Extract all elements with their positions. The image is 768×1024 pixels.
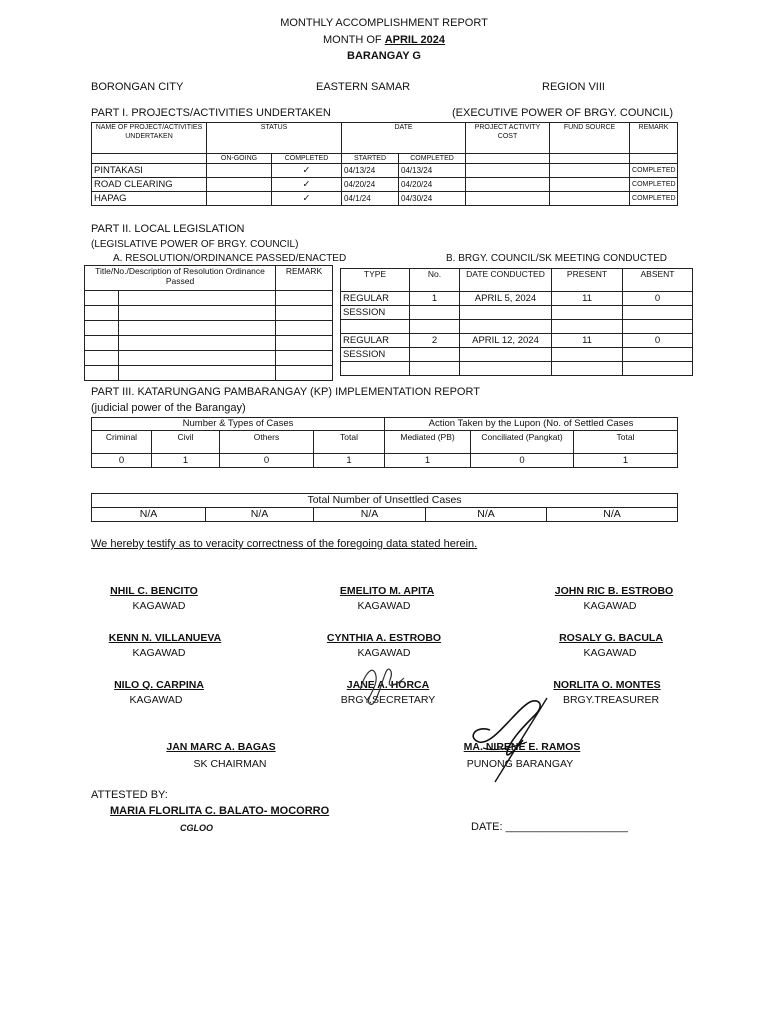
total2-value: 1: [574, 454, 678, 468]
table-row: [341, 334, 693, 348]
criminal-value: 0: [92, 454, 152, 468]
remark-cell: COMPLETED: [630, 178, 678, 192]
meeting-present: 11: [552, 292, 623, 306]
col-date-conducted: DATE CONDUCTED: [460, 269, 552, 292]
signatory-role: KAGAWAD: [357, 647, 411, 659]
table-row: [341, 292, 693, 306]
col-started: STARTED: [342, 154, 399, 164]
col-resolution-remark: REMARK: [276, 266, 333, 291]
col-completed: COMPLETED: [272, 154, 342, 164]
signature-secretary: [352, 660, 412, 710]
meeting-type: REGULAR: [341, 334, 410, 348]
table-row: [92, 192, 678, 206]
col-total2: Total: [574, 431, 678, 454]
table-row: [92, 508, 678, 522]
table-row: [85, 366, 333, 381]
signatory-name: NILO Q. CARPINA: [114, 679, 204, 691]
col-date-completed: COMPLETED: [399, 154, 466, 164]
col-blank: [550, 154, 630, 164]
started-date: 04/20/24: [342, 178, 399, 192]
signatory-name: JOHN RIC B. ESTROBO: [554, 585, 674, 597]
unsettled-value: N/A: [547, 508, 678, 522]
unsettled-value: N/A: [314, 508, 426, 522]
signatory-role: PUNONG BARANGAY: [466, 758, 574, 770]
signatory-role: BRGY.SECRETARY: [340, 694, 436, 706]
meeting-type: SESSION: [341, 306, 410, 320]
project-name: PINTAKASI: [92, 164, 207, 178]
kp-table: [91, 417, 678, 468]
part2-b-label: B. BRGY. COUNCIL/SK MEETING CONDUCTED: [446, 253, 667, 264]
part3-subtitle: (judicial power of the Barangay): [91, 402, 246, 414]
table-row: [341, 348, 693, 362]
ongoing-cell: [207, 178, 272, 192]
col-cost: PROJECT ACTIVITY COST: [466, 123, 550, 154]
meeting-date: APRIL 5, 2024: [460, 292, 552, 306]
lupon-group-header: Action Taken by the Lupon (No. of Settled Cases: [385, 418, 678, 431]
resolutions-table: [84, 265, 333, 381]
completed-date: 04/30/24: [399, 192, 466, 206]
col-present: PRESENT: [552, 269, 623, 292]
cost-cell: [466, 192, 550, 206]
started-date: 04/13/24: [342, 164, 399, 178]
project-name: ROAD CLEARING: [92, 178, 207, 192]
testify-statement: We hereby testify as to veracity correctness of the foregoing data stated herein.: [91, 538, 478, 550]
signatory-role: SK CHAIRMAN: [193, 758, 267, 770]
check-icon: ✓: [272, 192, 342, 206]
project-name: HAPAG: [92, 192, 207, 206]
table-row: [92, 454, 678, 468]
mediated-value: 1: [385, 454, 471, 468]
attested-label: ATTESTED BY:: [91, 789, 168, 801]
fund-cell: [550, 164, 630, 178]
part1-title: PART I. PROJECTS/ACTIVITIES UNDERTAKEN: [91, 107, 331, 119]
col-blank: [630, 154, 678, 164]
col-remark: REMARK: [630, 123, 678, 154]
table-row: [85, 351, 333, 366]
signatory-name: NORLITA O. MONTES: [553, 679, 661, 691]
table-row: [85, 291, 333, 306]
signatory-role: BRGY.TREASURER: [562, 694, 660, 706]
table-row: [341, 362, 693, 376]
total-value: 1: [314, 454, 385, 468]
signatory-name: MA. NIRENE E. RAMOS: [463, 741, 581, 753]
meeting-present: 11: [552, 334, 623, 348]
signatory-name: CYNTHIA A. ESTROBO: [326, 632, 442, 644]
signature-punong-barangay: [455, 690, 565, 785]
signatory-name: ROSALY G. BACULA: [559, 632, 663, 644]
col-status: STATUS: [207, 123, 342, 154]
col-fund: FUND SOURCE: [550, 123, 630, 154]
part3-title: PART III. KATARUNGANG PAMBARANGAY (KP) IMPLEMENTATION REPORT: [91, 386, 480, 398]
col-project-name: NAME OF PROJECT/ACTIVITIES UNDERTAKEN: [92, 123, 207, 154]
table-row: [85, 321, 333, 336]
signatory-name: KENN N. VILLANUEVA: [108, 632, 222, 644]
part2-title: PART II. LOCAL LEGISLATION: [91, 223, 245, 235]
others-value: 0: [220, 454, 314, 468]
civil-value: 1: [152, 454, 220, 468]
meeting-date: APRIL 12, 2024: [460, 334, 552, 348]
signatory-name: JAN MARC A. BAGAS: [166, 741, 276, 753]
unsettled-value: N/A: [92, 508, 206, 522]
table-row: [341, 320, 693, 334]
barangay-name: BARANGAY G: [347, 50, 421, 62]
meeting-no: 2: [410, 334, 460, 348]
check-icon: ✓: [272, 178, 342, 192]
part1-note: (EXECUTIVE POWER OF BRGY. COUNCIL): [452, 107, 674, 119]
meeting-absent: 0: [623, 292, 693, 306]
signatory-role: KAGAWAD: [583, 600, 637, 612]
table-row: [85, 306, 333, 321]
col-blank: [466, 154, 550, 164]
attested-name: MARIA FLORLITA C. BALATO- MOCORRO: [110, 805, 330, 817]
col-type: TYPE: [341, 269, 410, 292]
signatory-role: KAGAWAD: [132, 647, 186, 659]
col-no: No.: [410, 269, 460, 292]
meeting-no: 1: [410, 292, 460, 306]
unsettled-title: Total Number of Unsettled Cases: [92, 494, 678, 508]
col-civil: Civil: [152, 431, 220, 454]
month-prefix: MONTH OF: [322, 34, 382, 46]
meetings-table: [340, 268, 693, 376]
province: EASTERN SAMAR: [316, 81, 411, 93]
signatory-name: NHIL C. BENCITO: [110, 585, 198, 597]
unsettled-value: N/A: [206, 508, 314, 522]
meeting-type: SESSION: [341, 348, 410, 362]
unsettled-table: [91, 493, 678, 522]
part2-subtitle: (LEGISLATIVE POWER OF BRGY. COUNCIL): [91, 239, 299, 250]
unsettled-value: N/A: [426, 508, 547, 522]
signatory-name: JANE A. HORCA: [346, 679, 430, 691]
col-ongoing: ON-GOING: [207, 154, 272, 164]
table-row: [92, 178, 678, 192]
col-date: DATE: [342, 123, 466, 154]
report-month: [0, 34, 768, 46]
cases-group-header: Number & Types of Cases: [92, 418, 385, 431]
completed-date: 04/13/24: [399, 164, 466, 178]
col-total: Total: [314, 431, 385, 454]
col-blank: [92, 154, 207, 164]
attested-role: CGLOO: [180, 823, 213, 833]
remark-cell: COMPLETED: [630, 192, 678, 206]
col-mediated: Mediated (PB): [385, 431, 471, 454]
remark-cell: COMPLETED: [630, 164, 678, 178]
city: BORONGAN CITY: [91, 81, 184, 93]
col-absent: ABSENT: [623, 269, 693, 292]
completed-date: 04/20/24: [399, 178, 466, 192]
part2-a-label: A. RESOLUTION/ORDINANCE PASSED/ENACTED: [113, 253, 347, 264]
fund-cell: [550, 192, 630, 206]
month-value: APRIL 2024: [384, 34, 446, 46]
ongoing-cell: [207, 164, 272, 178]
signatory-role: KAGAWAD: [129, 694, 183, 706]
table-row: [341, 306, 693, 320]
table-row: [92, 164, 678, 178]
signatory-name: EMELITO M. APITA: [339, 585, 435, 597]
col-others: Others: [220, 431, 314, 454]
conciliated-value: 0: [471, 454, 574, 468]
cost-cell: [466, 164, 550, 178]
cost-cell: [466, 178, 550, 192]
signatory-role: KAGAWAD: [357, 600, 411, 612]
col-resolution-title: Title/No./Description of Resolution Ordinance Passed: [85, 266, 276, 291]
check-icon: ✓: [272, 164, 342, 178]
col-criminal: Criminal: [92, 431, 152, 454]
table-row: [85, 336, 333, 351]
ongoing-cell: [207, 192, 272, 206]
meeting-type: REGULAR: [341, 292, 410, 306]
fund-cell: [550, 178, 630, 192]
signatory-role: KAGAWAD: [583, 647, 637, 659]
region: REGION VIII: [542, 81, 605, 93]
signatory-role: KAGAWAD: [132, 600, 186, 612]
started-date: 04/1/24: [342, 192, 399, 206]
col-conciliated: Conciliated (Pangkat): [471, 431, 574, 454]
report-title: MONTHLY ACCOMPLISHMENT REPORT: [280, 17, 488, 29]
meeting-absent: 0: [623, 334, 693, 348]
projects-table: [91, 122, 678, 206]
date-field: DATE: ____________________: [471, 821, 628, 833]
